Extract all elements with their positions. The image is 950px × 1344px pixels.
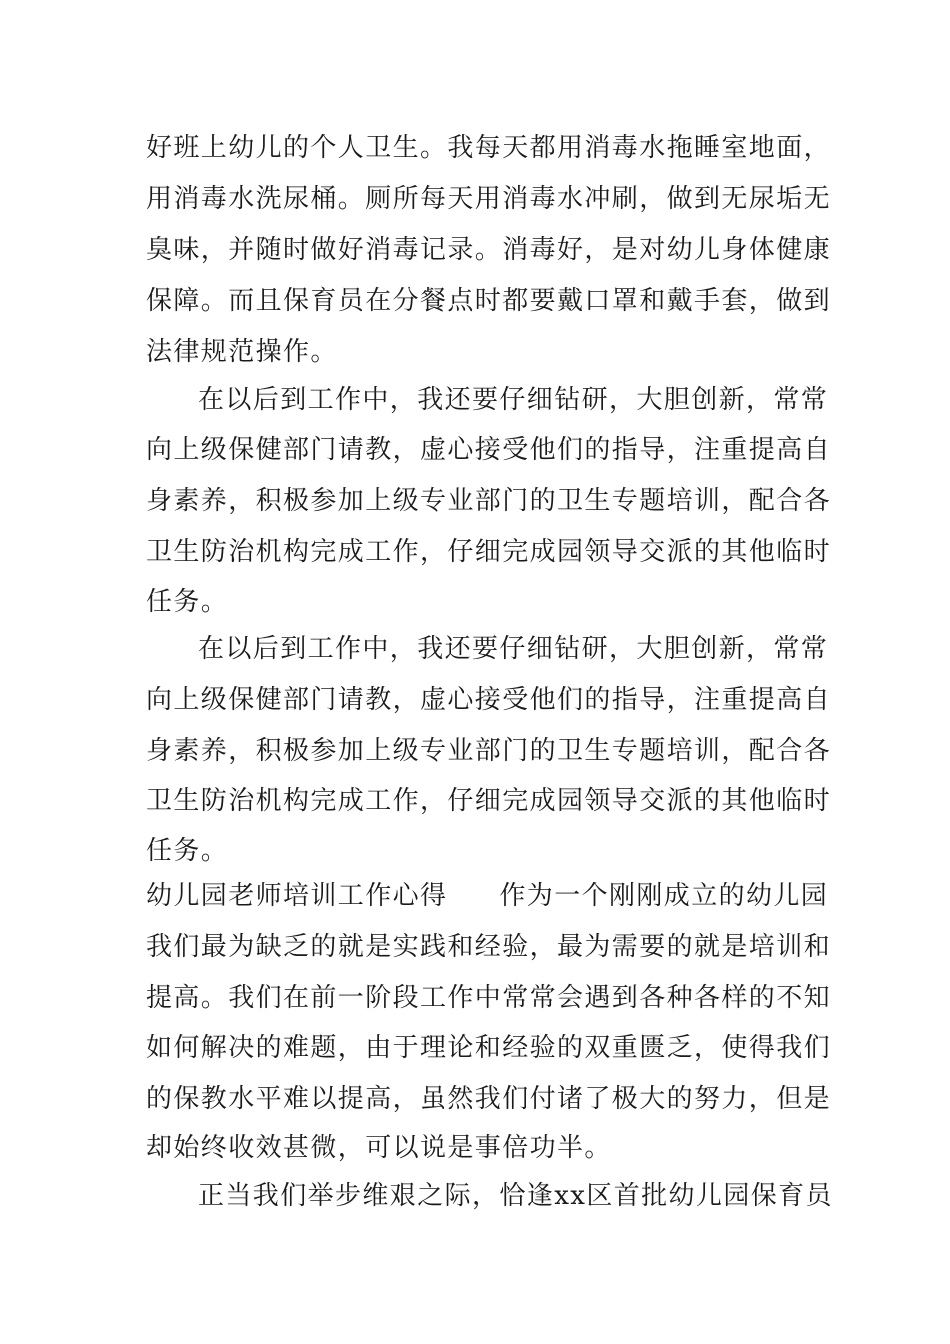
paragraph-line: 我们最为缺乏的就是实践和经验，最为需要的就是培训和 [146,932,832,962]
paragraph-line: 卫生防治机构完成工作，仔细完成园领导交派的其他临时 [146,537,832,567]
paragraph-line: 身素养，积极参加上级专业部门的卫生专题培训，配合各 [146,486,832,516]
paragraph-line: 的保教水平难以提高，虽然我们付诸了极大的努力，但是 [146,1084,832,1114]
paragraph-line: 身素养，积极参加上级专业部门的卫生专题培训，配合各 [146,736,832,766]
heading-title: 幼儿园老师培训工作心得 [146,881,448,911]
paragraph-line: 卫生防治机构完成工作，仔细完成园领导交派的其他临时 [146,786,832,816]
paragraph-line: 提高。我们在前一阶段工作中常常会遇到各种各样的不知 [146,983,832,1013]
paragraph-line: 在以后到工作中，我还要仔细钻研，大胆创新，常常 [198,634,829,664]
paragraph-line: 向上级保健部门请教，虚心接受他们的指导，注重提高自 [146,685,832,715]
paragraph-line: 好班上幼儿的个人卫生。我每天都用消毒水拖睡室地面， [146,133,832,163]
paragraph-line: 法律规范操作。 [146,337,338,367]
heading-continuation: 作为一个刚刚成立的幼儿园 [499,881,829,911]
paragraph-line: 却始终收效甚微，可以说是事倍功半。 [146,1133,612,1163]
paragraph-line: 任务。 [146,587,229,617]
paragraph-line: 任务。 [146,836,229,866]
paragraph-line: 向上级保健部门请教，虚心接受他们的指导，注重提高自 [146,435,832,465]
paragraph-line: 保障。而且保育员在分餐点时都要戴口罩和戴手套，做到 [146,286,832,316]
paragraph-line: 用消毒水洗尿桶。厕所每天用消毒水冲刷，做到无尿垢无 [146,184,832,214]
paragraph-line: 臭味，并随时做好消毒记录。消毒好，是对幼儿身体健康 [146,235,832,265]
paragraph-line: 如何解决的难题，由于理论和经验的双重匮乏，使得我们 [146,1033,832,1063]
paragraph-line: 正当我们举步维艰之际，恰逢xx区首批幼儿园保育员 [198,1181,833,1211]
paragraph-line: 在以后到工作中，我还要仔细钻研，大胆创新，常常 [198,385,829,415]
heading-line [146,879,829,913]
